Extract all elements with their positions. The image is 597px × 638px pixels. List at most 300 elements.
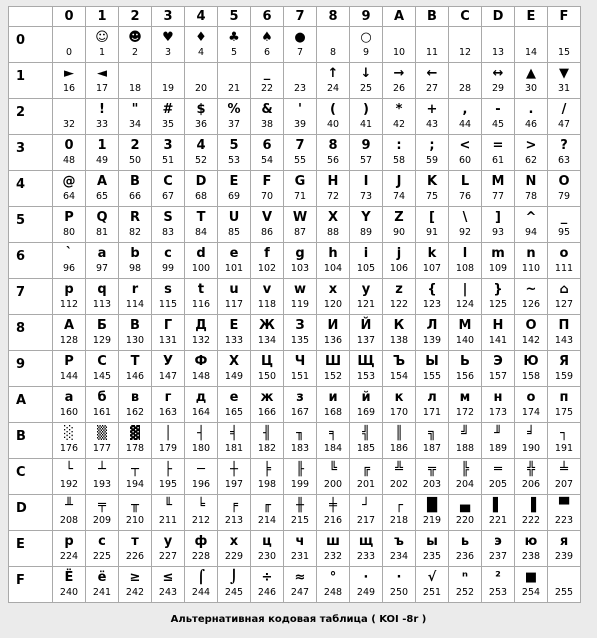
cell-code: 38 — [260, 119, 274, 130]
cell-glyph: W — [292, 210, 308, 225]
code-cell — [53, 27, 86, 63]
code-cell — [284, 63, 317, 99]
cell-glyph — [449, 63, 481, 83]
cell-glyph: ↓ — [360, 66, 372, 81]
cell-code: 172 — [455, 407, 475, 418]
cell-code: 142 — [521, 335, 541, 346]
code-cell — [152, 99, 185, 135]
cell-code: 135 — [290, 335, 310, 346]
cell-glyph: ╥ — [131, 498, 139, 513]
code-cell — [350, 423, 383, 459]
cell-code: 86 — [260, 227, 274, 238]
table-row — [9, 315, 581, 351]
cell-glyph: ╛ — [527, 426, 535, 441]
cell-glyph: ; — [429, 138, 435, 153]
cell-code: 40 — [326, 119, 340, 130]
cell-glyph: d — [196, 246, 206, 261]
cell-code: 187 — [422, 443, 442, 454]
cell-code: 251 — [422, 587, 442, 598]
cell-glyph: 6 — [262, 138, 272, 153]
cell-glyph: У — [162, 354, 174, 369]
cell-glyph: X — [327, 210, 339, 225]
cell-code: 141 — [488, 335, 508, 346]
cell-code: 103 — [290, 263, 310, 274]
code-cell — [350, 459, 383, 495]
cell-code: 106 — [389, 263, 409, 274]
cell-code: 254 — [521, 587, 541, 598]
code-cell — [383, 315, 416, 351]
cell-glyph: Д — [195, 318, 207, 333]
cell-code: 216 — [323, 515, 343, 526]
cell-glyph: ┼ — [230, 462, 238, 477]
cell-code: 70 — [260, 191, 274, 202]
cell-glyph: ╪ — [329, 498, 337, 513]
cell-code: 248 — [323, 587, 343, 598]
code-cell — [383, 351, 416, 387]
cell-code: 177 — [92, 443, 112, 454]
cell-glyph: ┐ — [560, 426, 568, 441]
cell-glyph: √ — [427, 570, 437, 585]
cell-glyph: ■ — [524, 570, 538, 585]
cell-code: 49 — [95, 155, 109, 166]
cell-glyph: С — [97, 354, 107, 369]
code-cell — [482, 279, 515, 315]
code-cell — [383, 207, 416, 243]
code-cell — [251, 135, 284, 171]
code-cell — [548, 171, 581, 207]
cell-glyph: д — [195, 390, 207, 405]
cell-code: 130 — [125, 335, 145, 346]
row-header-c: C — [9, 459, 53, 495]
code-cell — [218, 279, 251, 315]
cell-glyph: ► — [64, 66, 74, 81]
row-header-e: E — [9, 531, 53, 567]
code-cell — [86, 351, 119, 387]
cell-glyph: L — [460, 174, 470, 189]
cell-code: 112 — [59, 299, 79, 310]
cell-code: 61 — [491, 155, 505, 166]
code-cell — [218, 27, 251, 63]
cell-glyph: ÷ — [261, 570, 273, 585]
cell-code: 134 — [257, 335, 277, 346]
cell-glyph: $ — [196, 102, 206, 117]
code-cell — [317, 387, 350, 423]
cell-glyph: f — [264, 246, 270, 261]
code-cell — [185, 27, 218, 63]
code-cell — [515, 495, 548, 531]
code-cell — [152, 63, 185, 99]
cell-glyph: ╕ — [329, 426, 337, 441]
code-cell — [53, 63, 86, 99]
cell-code: 41 — [359, 119, 373, 130]
code-cell — [152, 459, 185, 495]
cell-code: 154 — [389, 371, 409, 382]
column-header-d: D — [482, 7, 515, 27]
cell-glyph: Х — [228, 354, 240, 369]
cell-glyph: H — [327, 174, 339, 189]
cell-code: 158 — [521, 371, 541, 382]
cell-code: 227 — [158, 551, 178, 562]
cell-code: 160 — [59, 407, 79, 418]
code-cell — [251, 279, 284, 315]
code-cell — [86, 567, 119, 603]
code-cell — [251, 63, 284, 99]
code-cell — [416, 207, 449, 243]
cell-code: 64 — [62, 191, 76, 202]
koi8-code-table — [8, 6, 581, 603]
cell-code: 188 — [455, 443, 475, 454]
cell-glyph — [548, 567, 580, 587]
code-cell — [251, 351, 284, 387]
cell-glyph: ж — [260, 390, 274, 405]
cell-code: 167 — [290, 407, 310, 418]
cell-code: 97 — [95, 263, 109, 274]
cell-code: 14 — [524, 47, 538, 58]
cell-code: 198 — [257, 479, 277, 490]
cell-code: 232 — [323, 551, 343, 562]
cell-glyph: р — [64, 534, 74, 549]
code-cell — [119, 243, 152, 279]
cell-glyph: ⁿ — [462, 570, 468, 585]
code-cell — [119, 567, 152, 603]
cell-code: 11 — [425, 47, 439, 58]
code-cell — [284, 351, 317, 387]
code-cell — [317, 423, 350, 459]
cell-glyph: Щ — [357, 354, 375, 369]
cell-code: 44 — [458, 119, 472, 130]
code-cell — [482, 63, 515, 99]
code-cell — [350, 207, 383, 243]
code-cell — [185, 279, 218, 315]
cell-glyph: Я — [558, 354, 569, 369]
cell-code: 247 — [290, 587, 310, 598]
code-cell — [218, 351, 251, 387]
code-cell — [515, 459, 548, 495]
cell-code: 204 — [455, 479, 475, 490]
code-cell — [515, 387, 548, 423]
cell-glyph: ┬ — [131, 462, 139, 477]
code-cell — [350, 351, 383, 387]
cell-glyph: n — [526, 246, 536, 261]
cell-glyph — [53, 27, 85, 47]
cell-code: 46 — [524, 119, 538, 130]
code-cell — [482, 459, 515, 495]
cell-code: 99 — [161, 263, 175, 274]
cell-glyph: % — [227, 102, 241, 117]
code-cell — [383, 171, 416, 207]
cell-glyph: + — [426, 102, 438, 117]
cell-glyph: ▌ — [493, 498, 503, 513]
cell-code: 244 — [191, 587, 211, 598]
code-cell — [449, 567, 482, 603]
cell-glyph: ○ — [360, 30, 372, 45]
code-cell — [152, 171, 185, 207]
cell-glyph: ╞ — [263, 462, 271, 477]
code-cell — [218, 63, 251, 99]
cell-code: 67 — [161, 191, 175, 202]
cell-glyph: O — [558, 174, 570, 189]
code-cell — [416, 27, 449, 63]
cell-code: 215 — [290, 515, 310, 526]
code-cell — [53, 567, 86, 603]
cell-code: 116 — [191, 299, 211, 310]
row-header-2: 2 — [9, 99, 53, 135]
cell-code: 122 — [389, 299, 409, 310]
cell-code: 236 — [455, 551, 475, 562]
cell-glyph: Э — [493, 354, 503, 369]
cell-code: 108 — [455, 263, 475, 274]
cell-code: 36 — [194, 119, 208, 130]
code-cell — [218, 207, 251, 243]
cell-code: 182 — [257, 443, 277, 454]
cell-glyph: ╔ — [362, 462, 370, 477]
cell-code: 27 — [425, 83, 439, 94]
code-cell — [185, 99, 218, 135]
row-header-9: 9 — [9, 351, 53, 387]
cell-code: 243 — [158, 587, 178, 598]
row-header-a: A — [9, 387, 53, 423]
cell-glyph: и — [328, 390, 338, 405]
cell-code: 82 — [128, 227, 142, 238]
table-row — [9, 27, 581, 63]
code-cell — [86, 387, 119, 423]
cell-code: 170 — [389, 407, 409, 418]
cell-code: 18 — [128, 83, 142, 94]
cell-code: 26 — [392, 83, 406, 94]
column-header-7: 7 — [284, 7, 317, 27]
code-cell — [416, 135, 449, 171]
code-cell — [548, 207, 581, 243]
cell-glyph — [317, 27, 349, 47]
code-cell — [53, 135, 86, 171]
table-row — [9, 387, 581, 423]
row-header-f: F — [9, 567, 53, 603]
cell-code: 23 — [293, 83, 307, 94]
code-cell — [515, 423, 548, 459]
code-cell — [185, 495, 218, 531]
cell-glyph: е — [229, 390, 239, 405]
cell-glyph: a — [97, 246, 107, 261]
cell-glyph: ∙ — [363, 570, 369, 585]
cell-code: 253 — [488, 587, 508, 598]
code-cell — [548, 459, 581, 495]
code-cell — [350, 63, 383, 99]
cell-glyph: ║ — [395, 426, 403, 441]
cell-glyph: ч — [295, 534, 305, 549]
cell-code: 13 — [491, 47, 505, 58]
code-cell — [548, 531, 581, 567]
row-header-8: 8 — [9, 315, 53, 351]
cell-code: 217 — [356, 515, 376, 526]
code-cell — [317, 351, 350, 387]
column-header-b: B — [416, 7, 449, 27]
cell-code: 52 — [194, 155, 208, 166]
cell-code: 17 — [95, 83, 109, 94]
cell-code: 129 — [92, 335, 112, 346]
code-cell — [185, 351, 218, 387]
code-cell — [119, 27, 152, 63]
cell-glyph: ▀ — [559, 498, 569, 513]
cell-glyph: Г — [163, 318, 173, 333]
code-cell — [185, 567, 218, 603]
cell-code: 219 — [422, 515, 442, 526]
code-cell — [218, 423, 251, 459]
cell-code: 238 — [521, 551, 541, 562]
cell-glyph: ╜ — [494, 426, 502, 441]
cell-code: 201 — [356, 479, 376, 490]
cell-glyph: l — [462, 246, 468, 261]
cell-code: 175 — [554, 407, 574, 418]
code-cell — [119, 63, 152, 99]
cell-glyph: Ш — [324, 354, 342, 369]
cell-glyph: g — [295, 246, 305, 261]
cell-glyph: S — [163, 210, 173, 225]
cell-glyph: ) — [363, 102, 369, 117]
cell-code: 30 — [524, 83, 538, 94]
cell-glyph: ╙ — [164, 498, 172, 513]
cell-code: 125 — [488, 299, 508, 310]
cell-glyph: J — [396, 174, 402, 189]
cell-code: 131 — [158, 335, 178, 346]
cell-glyph — [284, 63, 316, 83]
cell-code: 152 — [323, 371, 343, 382]
cell-glyph: _ — [560, 210, 568, 225]
cell-glyph: ├ — [164, 462, 172, 477]
cell-glyph: k — [427, 246, 437, 261]
code-cell — [284, 423, 317, 459]
cell-code: 53 — [227, 155, 241, 166]
cell-code: 229 — [224, 551, 244, 562]
code-cell — [251, 567, 284, 603]
cell-glyph: э — [494, 534, 502, 549]
cell-glyph: - — [495, 102, 501, 117]
cell-code: 184 — [323, 443, 343, 454]
column-header-row — [9, 7, 581, 27]
row-header-0: 0 — [9, 27, 53, 63]
cell-code: 133 — [224, 335, 244, 346]
cell-code: 74 — [392, 191, 406, 202]
code-cell — [53, 279, 86, 315]
cell-code: 60 — [458, 155, 472, 166]
code-cell — [416, 351, 449, 387]
cell-glyph — [185, 63, 217, 83]
cell-glyph: ● — [294, 30, 306, 45]
code-cell — [482, 27, 515, 63]
code-cell — [548, 243, 581, 279]
cell-glyph: П — [558, 318, 570, 333]
code-cell — [482, 135, 515, 171]
cell-glyph: [ — [429, 210, 435, 225]
column-header-5: 5 — [218, 7, 251, 27]
code-cell — [119, 351, 152, 387]
cell-glyph: ⌠ — [197, 570, 205, 585]
cell-glyph: ≤ — [162, 570, 174, 585]
code-cell — [284, 567, 317, 603]
cell-glyph: _ — [263, 66, 271, 81]
cell-code: 146 — [125, 371, 145, 382]
table-row — [9, 207, 581, 243]
cell-glyph: Ё — [64, 570, 74, 585]
cell-code: 71 — [293, 191, 307, 202]
code-cell — [152, 315, 185, 351]
cell-code: 228 — [191, 551, 211, 562]
cell-code: 246 — [257, 587, 277, 598]
cell-code: 176 — [59, 443, 79, 454]
cell-glyph: 0 — [64, 138, 74, 153]
table-row — [9, 243, 581, 279]
cell-glyph: I — [363, 174, 369, 189]
cell-glyph: ш — [326, 534, 340, 549]
code-cell — [383, 27, 416, 63]
cell-glyph: К — [393, 318, 405, 333]
cell-glyph: ▼ — [559, 66, 569, 81]
cell-glyph: } — [493, 282, 503, 297]
code-cell — [86, 423, 119, 459]
cell-code: 19 — [161, 83, 175, 94]
cell-code: 8 — [329, 47, 337, 58]
cell-glyph: C — [163, 174, 173, 189]
code-cell — [152, 531, 185, 567]
cell-glyph: ` — [65, 246, 73, 261]
cell-code: 110 — [521, 263, 541, 274]
cell-glyph — [449, 27, 481, 47]
code-cell — [383, 387, 416, 423]
cell-code: 218 — [389, 515, 409, 526]
cell-code: 77 — [491, 191, 505, 202]
cell-code: 123 — [422, 299, 442, 310]
cell-glyph: ◄ — [97, 66, 107, 81]
code-cell — [185, 531, 218, 567]
code-cell — [548, 315, 581, 351]
cell-glyph: ╒ — [230, 498, 238, 513]
cell-code: 166 — [257, 407, 277, 418]
row-header-7: 7 — [9, 279, 53, 315]
code-cell — [86, 459, 119, 495]
code-cell — [152, 495, 185, 531]
code-cell — [152, 27, 185, 63]
cell-glyph: ф — [194, 534, 208, 549]
cell-code: 207 — [554, 479, 574, 490]
cell-code: 62 — [524, 155, 538, 166]
cell-code: 81 — [95, 227, 109, 238]
code-cell — [548, 99, 581, 135]
cell-glyph: ▲ — [526, 66, 536, 81]
cell-code: 89 — [359, 227, 373, 238]
code-cell — [218, 387, 251, 423]
code-cell — [284, 171, 317, 207]
cell-code: 118 — [257, 299, 277, 310]
code-cell — [548, 135, 581, 171]
cell-code: 235 — [422, 551, 442, 562]
code-cell — [350, 387, 383, 423]
cell-glyph: ← — [426, 66, 438, 81]
cell-code: 24 — [326, 83, 340, 94]
code-cell — [86, 279, 119, 315]
cell-glyph: 1 — [97, 138, 107, 153]
code-cell — [416, 315, 449, 351]
code-cell — [185, 315, 218, 351]
code-cell — [482, 387, 515, 423]
code-cell — [383, 495, 416, 531]
row-header-5: 5 — [9, 207, 53, 243]
cell-code: 151 — [290, 371, 310, 382]
cell-code: 126 — [521, 299, 541, 310]
code-cell — [515, 27, 548, 63]
cell-code: 230 — [257, 551, 277, 562]
cell-glyph: U — [228, 210, 240, 225]
cell-glyph: ² — [495, 570, 501, 585]
cell-code: 94 — [524, 227, 538, 238]
